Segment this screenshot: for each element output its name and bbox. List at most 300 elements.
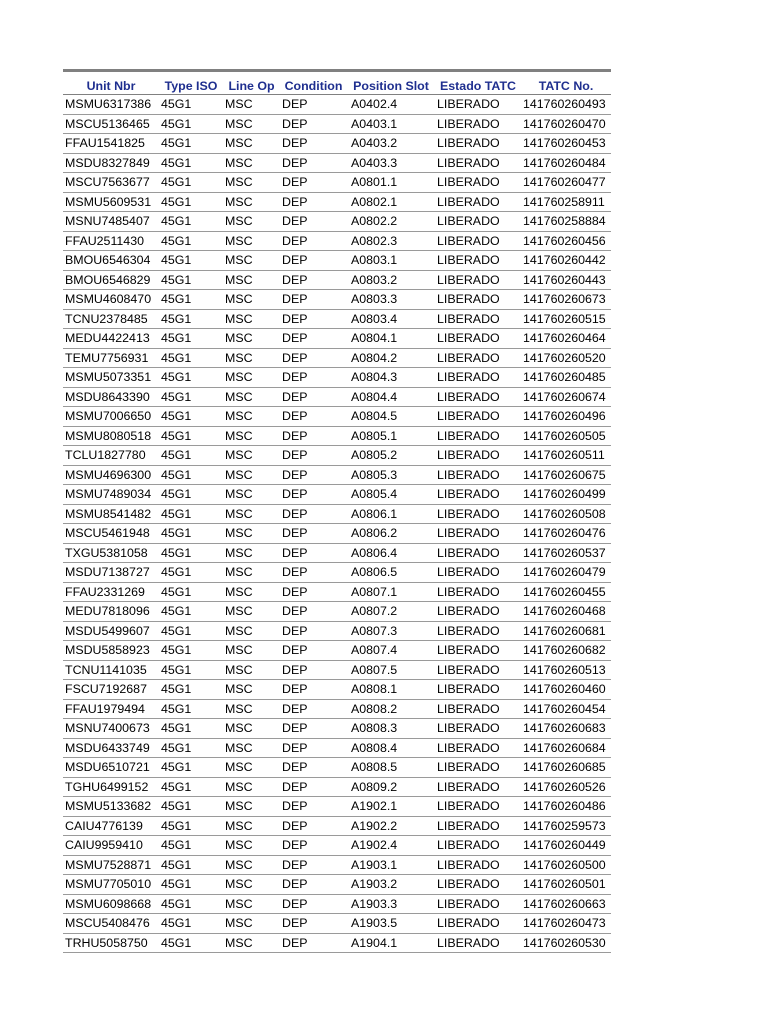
- unit-nbr-cell: MSMU5133682: [63, 797, 159, 817]
- position-slot-cell: A0808.1: [347, 680, 435, 700]
- tatc-no-cell: 141760260501: [521, 875, 611, 895]
- tatc-no-cell: 141760260520: [521, 348, 611, 368]
- position-slot-cell: A0806.5: [347, 563, 435, 583]
- estado-tatc-cell: LIBERADO: [435, 641, 521, 661]
- condition-cell: DEP: [280, 309, 347, 329]
- tatc-no-cell: 141760260673: [521, 290, 611, 310]
- header-type-iso: Type ISO: [159, 71, 223, 95]
- position-slot-cell: A0807.4: [347, 641, 435, 661]
- header-tatc-no: TATC No.: [521, 71, 611, 95]
- tatc-no-cell: 141760260449: [521, 836, 611, 856]
- estado-tatc-cell: LIBERADO: [435, 368, 521, 388]
- tatc-no-cell: 141760259573: [521, 816, 611, 836]
- line-op-cell: MSC: [223, 309, 280, 329]
- condition-cell: DEP: [280, 192, 347, 212]
- tatc-no-cell: 141760260663: [521, 894, 611, 914]
- type-iso-cell: 45G1: [159, 329, 223, 349]
- condition-cell: DEP: [280, 114, 347, 134]
- table-row: [63, 407, 611, 427]
- estado-tatc-cell: LIBERADO: [435, 914, 521, 934]
- position-slot-cell: A1902.1: [347, 797, 435, 817]
- estado-tatc-cell: LIBERADO: [435, 563, 521, 583]
- position-slot-cell: A0804.2: [347, 348, 435, 368]
- estado-tatc-cell: LIBERADO: [435, 95, 521, 115]
- condition-cell: DEP: [280, 621, 347, 641]
- table-row: [63, 758, 611, 778]
- condition-cell: DEP: [280, 446, 347, 466]
- table-row: [63, 290, 611, 310]
- line-op-cell: MSC: [223, 329, 280, 349]
- condition-cell: DEP: [280, 153, 347, 173]
- header-condition: Condition: [280, 71, 347, 95]
- position-slot-cell: A1903.5: [347, 914, 435, 934]
- condition-cell: DEP: [280, 387, 347, 407]
- table-row: [63, 660, 611, 680]
- type-iso-cell: 45G1: [159, 407, 223, 427]
- position-slot-cell: A0807.2: [347, 602, 435, 622]
- unit-nbr-cell: CAIU4776139: [63, 816, 159, 836]
- type-iso-cell: 45G1: [159, 758, 223, 778]
- tatc-no-cell: 141760260500: [521, 855, 611, 875]
- tatc-no-cell: 141760260684: [521, 738, 611, 758]
- position-slot-cell: A0804.1: [347, 329, 435, 349]
- estado-tatc-cell: LIBERADO: [435, 134, 521, 154]
- line-op-cell: MSC: [223, 95, 280, 115]
- condition-cell: DEP: [280, 777, 347, 797]
- position-slot-cell: A0803.1: [347, 251, 435, 271]
- type-iso-cell: 45G1: [159, 563, 223, 583]
- table-row: [63, 485, 611, 505]
- line-op-cell: MSC: [223, 251, 280, 271]
- header-estado-tatc: Estado TATC: [435, 71, 521, 95]
- estado-tatc-cell: LIBERADO: [435, 836, 521, 856]
- type-iso-cell: 45G1: [159, 914, 223, 934]
- estado-tatc-cell: LIBERADO: [435, 855, 521, 875]
- type-iso-cell: 45G1: [159, 855, 223, 875]
- position-slot-cell: A0803.4: [347, 309, 435, 329]
- line-op-cell: MSC: [223, 153, 280, 173]
- estado-tatc-cell: LIBERADO: [435, 660, 521, 680]
- estado-tatc-cell: LIBERADO: [435, 816, 521, 836]
- estado-tatc-cell: LIBERADO: [435, 485, 521, 505]
- type-iso-cell: 45G1: [159, 680, 223, 700]
- line-op-cell: MSC: [223, 387, 280, 407]
- unit-nbr-cell: FSCU7192687: [63, 680, 159, 700]
- estado-tatc-cell: LIBERADO: [435, 114, 521, 134]
- type-iso-cell: 45G1: [159, 894, 223, 914]
- condition-cell: DEP: [280, 875, 347, 895]
- line-op-cell: MSC: [223, 368, 280, 388]
- estado-tatc-cell: LIBERADO: [435, 251, 521, 271]
- tatc-no-cell: 141760260493: [521, 95, 611, 115]
- table-row: [63, 933, 611, 953]
- condition-cell: DEP: [280, 212, 347, 232]
- position-slot-cell: A1902.2: [347, 816, 435, 836]
- type-iso-cell: 45G1: [159, 699, 223, 719]
- position-slot-cell: A0804.5: [347, 407, 435, 427]
- type-iso-cell: 45G1: [159, 485, 223, 505]
- unit-nbr-cell: MSCU5136465: [63, 114, 159, 134]
- condition-cell: DEP: [280, 524, 347, 544]
- position-slot-cell: A0802.3: [347, 231, 435, 251]
- unit-nbr-cell: TXGU5381058: [63, 543, 159, 563]
- line-op-cell: MSC: [223, 699, 280, 719]
- unit-nbr-cell: MSCU5461948: [63, 524, 159, 544]
- type-iso-cell: 45G1: [159, 738, 223, 758]
- condition-cell: DEP: [280, 504, 347, 524]
- type-iso-cell: 45G1: [159, 348, 223, 368]
- table-row: [63, 504, 611, 524]
- unit-nbr-cell: CAIU9959410: [63, 836, 159, 856]
- estado-tatc-cell: LIBERADO: [435, 465, 521, 485]
- unit-nbr-cell: MSMU4608470: [63, 290, 159, 310]
- line-op-cell: MSC: [223, 894, 280, 914]
- tatc-no-cell: 141760260683: [521, 719, 611, 739]
- table-row: [63, 524, 611, 544]
- unit-nbr-cell: MSMU8541482: [63, 504, 159, 524]
- condition-cell: DEP: [280, 582, 347, 602]
- line-op-cell: MSC: [223, 855, 280, 875]
- type-iso-cell: 45G1: [159, 719, 223, 739]
- estado-tatc-cell: LIBERADO: [435, 680, 521, 700]
- tatc-no-cell: 141760260681: [521, 621, 611, 641]
- condition-cell: DEP: [280, 95, 347, 115]
- table-row: [63, 699, 611, 719]
- estado-tatc-cell: LIBERADO: [435, 212, 521, 232]
- estado-tatc-cell: LIBERADO: [435, 407, 521, 427]
- table-row: [63, 719, 611, 739]
- position-slot-cell: A0805.3: [347, 465, 435, 485]
- unit-nbr-cell: MSMU7006650: [63, 407, 159, 427]
- unit-nbr-cell: FFAU1541825: [63, 134, 159, 154]
- position-slot-cell: A0806.4: [347, 543, 435, 563]
- estado-tatc-cell: LIBERADO: [435, 153, 521, 173]
- line-op-cell: MSC: [223, 875, 280, 895]
- line-op-cell: MSC: [223, 777, 280, 797]
- position-slot-cell: A0806.2: [347, 524, 435, 544]
- unit-nbr-cell: MSMU6317386: [63, 95, 159, 115]
- table-row: [63, 680, 611, 700]
- tatc-no-cell: 141760260443: [521, 270, 611, 290]
- tatc-no-cell: 141760260496: [521, 407, 611, 427]
- type-iso-cell: 45G1: [159, 777, 223, 797]
- type-iso-cell: 45G1: [159, 875, 223, 895]
- condition-cell: DEP: [280, 348, 347, 368]
- condition-cell: DEP: [280, 699, 347, 719]
- type-iso-cell: 45G1: [159, 290, 223, 310]
- line-op-cell: MSC: [223, 933, 280, 953]
- tatc-no-cell: 141760260468: [521, 602, 611, 622]
- estado-tatc-cell: LIBERADO: [435, 231, 521, 251]
- condition-cell: DEP: [280, 465, 347, 485]
- table-row: [63, 134, 611, 154]
- tatc-no-cell: 141760260453: [521, 134, 611, 154]
- condition-cell: DEP: [280, 290, 347, 310]
- table-row: [63, 348, 611, 368]
- unit-nbr-cell: MSDU5499607: [63, 621, 159, 641]
- tatc-no-cell: 141760260460: [521, 680, 611, 700]
- type-iso-cell: 45G1: [159, 543, 223, 563]
- type-iso-cell: 45G1: [159, 933, 223, 953]
- line-op-cell: MSC: [223, 446, 280, 466]
- line-op-cell: MSC: [223, 192, 280, 212]
- tatc-no-cell: 141760260675: [521, 465, 611, 485]
- table-row: [63, 95, 611, 115]
- position-slot-cell: A0801.1: [347, 173, 435, 193]
- estado-tatc-cell: LIBERADO: [435, 290, 521, 310]
- type-iso-cell: 45G1: [159, 95, 223, 115]
- condition-cell: DEP: [280, 134, 347, 154]
- condition-cell: DEP: [280, 738, 347, 758]
- line-op-cell: MSC: [223, 602, 280, 622]
- estado-tatc-cell: LIBERADO: [435, 173, 521, 193]
- position-slot-cell: A0805.4: [347, 485, 435, 505]
- type-iso-cell: 45G1: [159, 173, 223, 193]
- position-slot-cell: A0805.1: [347, 426, 435, 446]
- position-slot-cell: A0806.1: [347, 504, 435, 524]
- tatc-no-cell: 141760260682: [521, 641, 611, 661]
- estado-tatc-cell: LIBERADO: [435, 192, 521, 212]
- estado-tatc-cell: LIBERADO: [435, 309, 521, 329]
- position-slot-cell: A0803.3: [347, 290, 435, 310]
- line-op-cell: MSC: [223, 621, 280, 641]
- type-iso-cell: 45G1: [159, 212, 223, 232]
- table-row: [63, 894, 611, 914]
- estado-tatc-cell: LIBERADO: [435, 699, 521, 719]
- unit-nbr-cell: TRHU5058750: [63, 933, 159, 953]
- estado-tatc-cell: LIBERADO: [435, 446, 521, 466]
- type-iso-cell: 45G1: [159, 368, 223, 388]
- estado-tatc-cell: LIBERADO: [435, 387, 521, 407]
- table-row: [63, 270, 611, 290]
- header-row: [63, 71, 611, 95]
- tatc-no-cell: 141760258884: [521, 212, 611, 232]
- type-iso-cell: 45G1: [159, 114, 223, 134]
- line-op-cell: MSC: [223, 270, 280, 290]
- estado-tatc-cell: LIBERADO: [435, 797, 521, 817]
- tatc-no-cell: 141760260685: [521, 758, 611, 778]
- tatc-no-cell: 141760260499: [521, 485, 611, 505]
- unit-nbr-cell: MEDU7818096: [63, 602, 159, 622]
- position-slot-cell: A0403.2: [347, 134, 435, 154]
- line-op-cell: MSC: [223, 738, 280, 758]
- table-row: [63, 173, 611, 193]
- table-row: [63, 855, 611, 875]
- table-row: [63, 582, 611, 602]
- position-slot-cell: A0807.3: [347, 621, 435, 641]
- table-row: [63, 641, 611, 661]
- unit-nbr-cell: TCNU1141035: [63, 660, 159, 680]
- line-op-cell: MSC: [223, 563, 280, 583]
- unit-nbr-cell: MSCU7563677: [63, 173, 159, 193]
- table-row: [63, 446, 611, 466]
- table-row: [63, 231, 611, 251]
- estado-tatc-cell: LIBERADO: [435, 602, 521, 622]
- estado-tatc-cell: LIBERADO: [435, 875, 521, 895]
- unit-nbr-cell: FFAU2511430: [63, 231, 159, 251]
- estado-tatc-cell: LIBERADO: [435, 270, 521, 290]
- tatc-no-cell: 141760260454: [521, 699, 611, 719]
- condition-cell: DEP: [280, 680, 347, 700]
- table-header: [63, 71, 611, 95]
- line-op-cell: MSC: [223, 426, 280, 446]
- line-op-cell: MSC: [223, 660, 280, 680]
- tatc-no-cell: 141760260485: [521, 368, 611, 388]
- table-row: [63, 212, 611, 232]
- table-row: [63, 777, 611, 797]
- tatc-no-cell: 141760260477: [521, 173, 611, 193]
- position-slot-cell: A1903.2: [347, 875, 435, 895]
- unit-nbr-cell: MSMU5073351: [63, 368, 159, 388]
- type-iso-cell: 45G1: [159, 270, 223, 290]
- line-op-cell: MSC: [223, 348, 280, 368]
- unit-nbr-cell: MSCU5408476: [63, 914, 159, 934]
- position-slot-cell: A0808.2: [347, 699, 435, 719]
- line-op-cell: MSC: [223, 173, 280, 193]
- estado-tatc-cell: LIBERADO: [435, 933, 521, 953]
- position-slot-cell: A0808.3: [347, 719, 435, 739]
- condition-cell: DEP: [280, 173, 347, 193]
- line-op-cell: MSC: [223, 407, 280, 427]
- position-slot-cell: A0804.4: [347, 387, 435, 407]
- estado-tatc-cell: LIBERADO: [435, 621, 521, 641]
- position-slot-cell: A0807.1: [347, 582, 435, 602]
- condition-cell: DEP: [280, 407, 347, 427]
- table-row: [63, 329, 611, 349]
- line-op-cell: MSC: [223, 816, 280, 836]
- type-iso-cell: 45G1: [159, 309, 223, 329]
- tatc-no-cell: 141760260464: [521, 329, 611, 349]
- position-slot-cell: A0802.2: [347, 212, 435, 232]
- line-op-cell: MSC: [223, 485, 280, 505]
- unit-nbr-cell: MSMU8080518: [63, 426, 159, 446]
- line-op-cell: MSC: [223, 836, 280, 856]
- type-iso-cell: 45G1: [159, 465, 223, 485]
- position-slot-cell: A1903.1: [347, 855, 435, 875]
- position-slot-cell: A0805.2: [347, 446, 435, 466]
- unit-nbr-cell: MSMU6098668: [63, 894, 159, 914]
- condition-cell: DEP: [280, 426, 347, 446]
- unit-nbr-cell: MSDU6510721: [63, 758, 159, 778]
- tatc-no-cell: 141760260484: [521, 153, 611, 173]
- table-row: [63, 251, 611, 271]
- unit-nbr-cell: MEDU4422413: [63, 329, 159, 349]
- table-row: [63, 836, 611, 856]
- condition-cell: DEP: [280, 855, 347, 875]
- position-slot-cell: A0403.3: [347, 153, 435, 173]
- condition-cell: DEP: [280, 758, 347, 778]
- condition-cell: DEP: [280, 816, 347, 836]
- type-iso-cell: 45G1: [159, 816, 223, 836]
- position-slot-cell: A0804.3: [347, 368, 435, 388]
- type-iso-cell: 45G1: [159, 426, 223, 446]
- table-row: [63, 875, 611, 895]
- line-op-cell: MSC: [223, 134, 280, 154]
- type-iso-cell: 45G1: [159, 660, 223, 680]
- tatc-no-cell: 141760260473: [521, 914, 611, 934]
- unit-nbr-cell: BMOU6546829: [63, 270, 159, 290]
- unit-nbr-cell: MSDU8327849: [63, 153, 159, 173]
- estado-tatc-cell: LIBERADO: [435, 719, 521, 739]
- condition-cell: DEP: [280, 231, 347, 251]
- type-iso-cell: 45G1: [159, 192, 223, 212]
- tatc-no-cell: 141760260479: [521, 563, 611, 583]
- tatc-no-cell: 141760260530: [521, 933, 611, 953]
- tatc-no-cell: 141760260513: [521, 660, 611, 680]
- unit-nbr-cell: TEMU7756931: [63, 348, 159, 368]
- tatc-no-cell: 141760260456: [521, 231, 611, 251]
- estado-tatc-cell: LIBERADO: [435, 504, 521, 524]
- condition-cell: DEP: [280, 836, 347, 856]
- position-slot-cell: A0808.4: [347, 738, 435, 758]
- table-row: [63, 797, 611, 817]
- unit-nbr-cell: MSDU5858923: [63, 641, 159, 661]
- table-row: [63, 426, 611, 446]
- line-op-cell: MSC: [223, 290, 280, 310]
- condition-cell: DEP: [280, 270, 347, 290]
- unit-nbr-cell: MSNU7400673: [63, 719, 159, 739]
- condition-cell: DEP: [280, 641, 347, 661]
- table-row: [63, 543, 611, 563]
- estado-tatc-cell: LIBERADO: [435, 348, 521, 368]
- type-iso-cell: 45G1: [159, 582, 223, 602]
- line-op-cell: MSC: [223, 504, 280, 524]
- line-op-cell: MSC: [223, 212, 280, 232]
- type-iso-cell: 45G1: [159, 231, 223, 251]
- type-iso-cell: 45G1: [159, 621, 223, 641]
- tatc-no-cell: 141760260526: [521, 777, 611, 797]
- estado-tatc-cell: LIBERADO: [435, 329, 521, 349]
- line-op-cell: MSC: [223, 582, 280, 602]
- table-row: [63, 738, 611, 758]
- estado-tatc-cell: LIBERADO: [435, 426, 521, 446]
- table-row: [63, 914, 611, 934]
- condition-cell: DEP: [280, 933, 347, 953]
- unit-nbr-cell: TCLU1827780: [63, 446, 159, 466]
- unit-nbr-cell: TGHU6499152: [63, 777, 159, 797]
- line-op-cell: MSC: [223, 465, 280, 485]
- table-row: [63, 387, 611, 407]
- unit-nbr-cell: MSMU4696300: [63, 465, 159, 485]
- position-slot-cell: A0807.5: [347, 660, 435, 680]
- line-op-cell: MSC: [223, 758, 280, 778]
- type-iso-cell: 45G1: [159, 836, 223, 856]
- type-iso-cell: 45G1: [159, 797, 223, 817]
- condition-cell: DEP: [280, 719, 347, 739]
- tatc-no-cell: 141760258911: [521, 192, 611, 212]
- table-body: [63, 95, 611, 953]
- type-iso-cell: 45G1: [159, 251, 223, 271]
- unit-nbr-cell: FFAU1979494: [63, 699, 159, 719]
- line-op-cell: MSC: [223, 797, 280, 817]
- table-row: [63, 368, 611, 388]
- unit-nbr-cell: TCNU2378485: [63, 309, 159, 329]
- line-op-cell: MSC: [223, 680, 280, 700]
- line-op-cell: MSC: [223, 641, 280, 661]
- table-row: [63, 192, 611, 212]
- type-iso-cell: 45G1: [159, 134, 223, 154]
- unit-nbr-cell: FFAU2331269: [63, 582, 159, 602]
- position-slot-cell: A1904.1: [347, 933, 435, 953]
- table-row: [63, 309, 611, 329]
- tatc-no-cell: 141760260442: [521, 251, 611, 271]
- unit-nbr-cell: MSDU6433749: [63, 738, 159, 758]
- type-iso-cell: 45G1: [159, 504, 223, 524]
- condition-cell: DEP: [280, 368, 347, 388]
- table-row: [63, 153, 611, 173]
- unit-nbr-cell: MSDU7138727: [63, 563, 159, 583]
- position-slot-cell: A0803.2: [347, 270, 435, 290]
